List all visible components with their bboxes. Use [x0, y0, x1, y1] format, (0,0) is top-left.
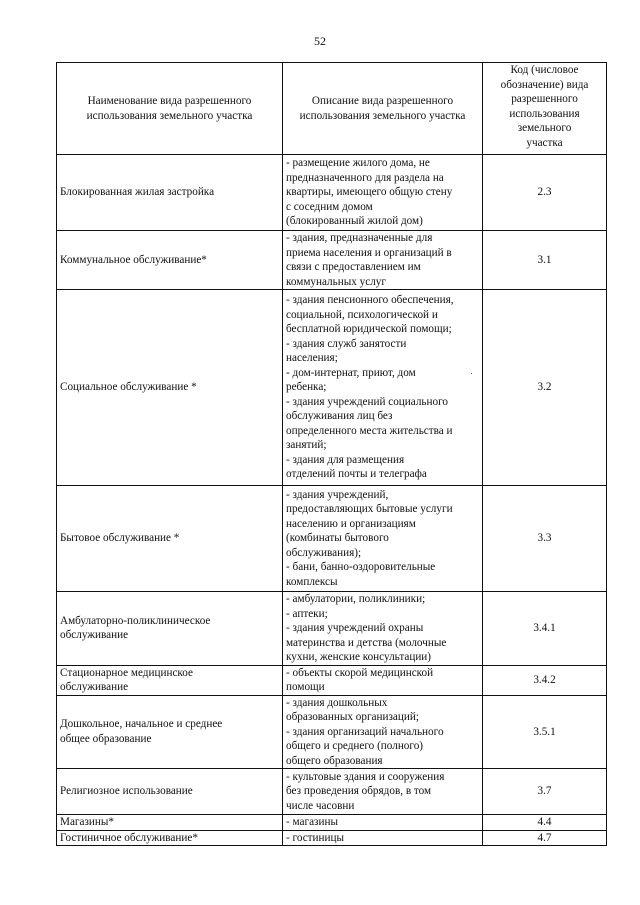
text-line: отделений почты и телеграфа: [286, 468, 427, 481]
text-line: - культовые здания и сооружения: [286, 770, 445, 783]
text-line: образованных организаций;: [286, 711, 419, 723]
table-row: [57, 830, 607, 846]
text-line: Код (числовое: [510, 64, 579, 76]
use-name-cell: [57, 290, 283, 486]
text-line: квартиры, имеющего общую стену: [286, 186, 453, 199]
text-line: (блокированный жилой дом): [286, 215, 423, 228]
text-line: населения;: [286, 352, 338, 365]
use-description-cell: [283, 769, 483, 815]
text-line: предназначенного для раздела на: [286, 171, 444, 184]
use-name-cell: [57, 769, 283, 815]
table-row: [57, 290, 607, 486]
text-line: - аптеки;: [286, 607, 328, 620]
use-name-cell: [57, 231, 283, 290]
text-line: материнства и детства (молочные: [286, 636, 447, 649]
table-row: [57, 815, 607, 831]
text-line: обслуживания лиц без: [286, 410, 393, 423]
text-line: бесплатной юридической помощи;: [286, 323, 452, 336]
use-name-cell: [57, 486, 283, 592]
text-line: общего и среднего (полного): [286, 740, 424, 752]
text-line: - здания, предназначенные для: [286, 232, 433, 244]
use-code-cell: 3.4.2: [483, 665, 607, 695]
text-line: с соседним домом: [286, 200, 373, 213]
text-line: связи с предоставлением им: [286, 261, 421, 273]
text-line: Религиозное использование: [60, 785, 193, 798]
use-description-cell: [283, 592, 483, 666]
text-line: Коммунальное обслуживание*: [60, 253, 207, 266]
use-code-cell: 2.3: [483, 155, 607, 231]
use-description-cell: [283, 665, 483, 695]
text-line: - здания служб занятости: [286, 337, 407, 350]
table-row: [57, 665, 607, 695]
text-line: предоставляющих бытовые услуги: [286, 503, 453, 516]
use-name-cell: [57, 695, 283, 769]
text-line: использования земельного участка: [86, 109, 253, 122]
text-line: - здания учреждений социального: [286, 395, 449, 408]
text-line: - дом-интернат, приют, дом: [286, 366, 416, 379]
text-line: занятий;: [286, 439, 327, 452]
text-line: - бани, банно-оздоровительные: [286, 561, 436, 574]
text-line: - здания организаций начального: [286, 725, 444, 738]
text-line: Бытовое обслуживание *: [60, 532, 180, 545]
text-line: ребенка;: [286, 381, 327, 394]
table-row: [57, 155, 607, 231]
text-line: обслуживание: [60, 681, 129, 693]
text-line: помощи: [286, 681, 325, 693]
text-line: участка: [526, 136, 563, 149]
table-row: [57, 592, 607, 666]
use-code-cell: 4.4: [483, 815, 607, 831]
text-line: - объекты скорой медицинской: [286, 666, 434, 679]
use-description-cell: [283, 486, 483, 592]
text-line: разрешенного: [511, 93, 578, 105]
text-line: Описание вида разрешенного: [311, 95, 454, 107]
text-line: - амбулатории, поликлиники;: [286, 593, 426, 605]
use-name-cell: [57, 830, 283, 846]
text-line: Дошкольное, начальное и среднее: [60, 718, 223, 731]
text-line: (комбинаты бытового: [286, 532, 389, 545]
text-line: - гостиницы: [286, 831, 345, 844]
page-number: 52: [314, 34, 326, 48]
text-line: социальной, психологической и: [286, 308, 438, 321]
scan-speck: [471, 373, 472, 374]
use-description-cell: [283, 815, 483, 831]
text-line: использования земельного участка: [299, 109, 466, 122]
text-line: - здания дошкольных: [286, 696, 388, 709]
use-code-cell: 3.5.1: [483, 695, 607, 769]
text-line: обслуживания);: [286, 546, 362, 559]
text-line: Стационарное медицинское: [60, 666, 193, 679]
use-name-cell: [57, 155, 283, 231]
text-line: Амбулаторно-поликлиническое: [60, 614, 211, 627]
text-line: общее образование: [60, 732, 152, 745]
text-line: числе часовни: [286, 799, 355, 812]
use-description-cell: [283, 290, 483, 486]
table-row: [57, 231, 607, 290]
text-line: Социальное обслуживание *: [60, 381, 197, 394]
text-line: общего образования: [286, 754, 383, 767]
text-line: обозначение) вида: [500, 78, 589, 91]
land-use-table: [56, 62, 607, 846]
text-line: населению и организациям: [286, 517, 416, 530]
header-description: [283, 63, 483, 155]
use-description-cell: [283, 231, 483, 290]
table-row: [57, 769, 607, 815]
text-line: - размещение жилого дома, не: [286, 157, 430, 170]
text-line: обслуживание: [60, 629, 129, 642]
use-description-cell: [283, 830, 483, 846]
text-line: Гостиничное обслуживание*: [60, 831, 198, 844]
text-line: земельного: [517, 122, 572, 134]
header-code: [483, 63, 607, 155]
text-line: использования: [509, 107, 580, 120]
text-line: Наименование вида разрешенного: [87, 95, 252, 107]
text-line: - магазины: [286, 816, 338, 828]
use-code-cell: 3.7: [483, 769, 607, 815]
text-line: Магазины*: [60, 816, 114, 828]
header-name: [57, 63, 283, 155]
use-code-cell: 3.2: [483, 290, 607, 486]
text-line: приема населения и организаций в: [286, 246, 452, 259]
use-description-cell: [283, 695, 483, 769]
text-line: - здания учреждений,: [286, 488, 389, 501]
text-line: кухни, женские консультации): [286, 651, 432, 663]
text-line: без проведения обрядов, в том: [286, 785, 432, 798]
table-row: [57, 486, 607, 592]
use-name-cell: [57, 815, 283, 831]
use-code-cell: 3.3: [483, 486, 607, 592]
use-name-cell: [57, 665, 283, 695]
table-row: [57, 695, 607, 769]
text-line: коммунальных услуг: [286, 275, 386, 288]
text-line: - здания пенсионного обеспечения,: [286, 294, 454, 307]
table-header-row: [57, 63, 607, 155]
text-line: определенного места жительства и: [286, 424, 453, 437]
use-description-cell: [283, 155, 483, 231]
use-code-cell: 4.7: [483, 830, 607, 846]
text-line: - здания учреждений охраны: [286, 622, 424, 634]
use-code-cell: 3.4.1: [483, 592, 607, 666]
text-line: Блокированная жилая застройка: [60, 186, 215, 199]
use-code-cell: 3.1: [483, 231, 607, 290]
text-line: комплексы: [286, 575, 338, 588]
text-line: - здания для размещения: [286, 453, 405, 466]
use-name-cell: [57, 592, 283, 666]
